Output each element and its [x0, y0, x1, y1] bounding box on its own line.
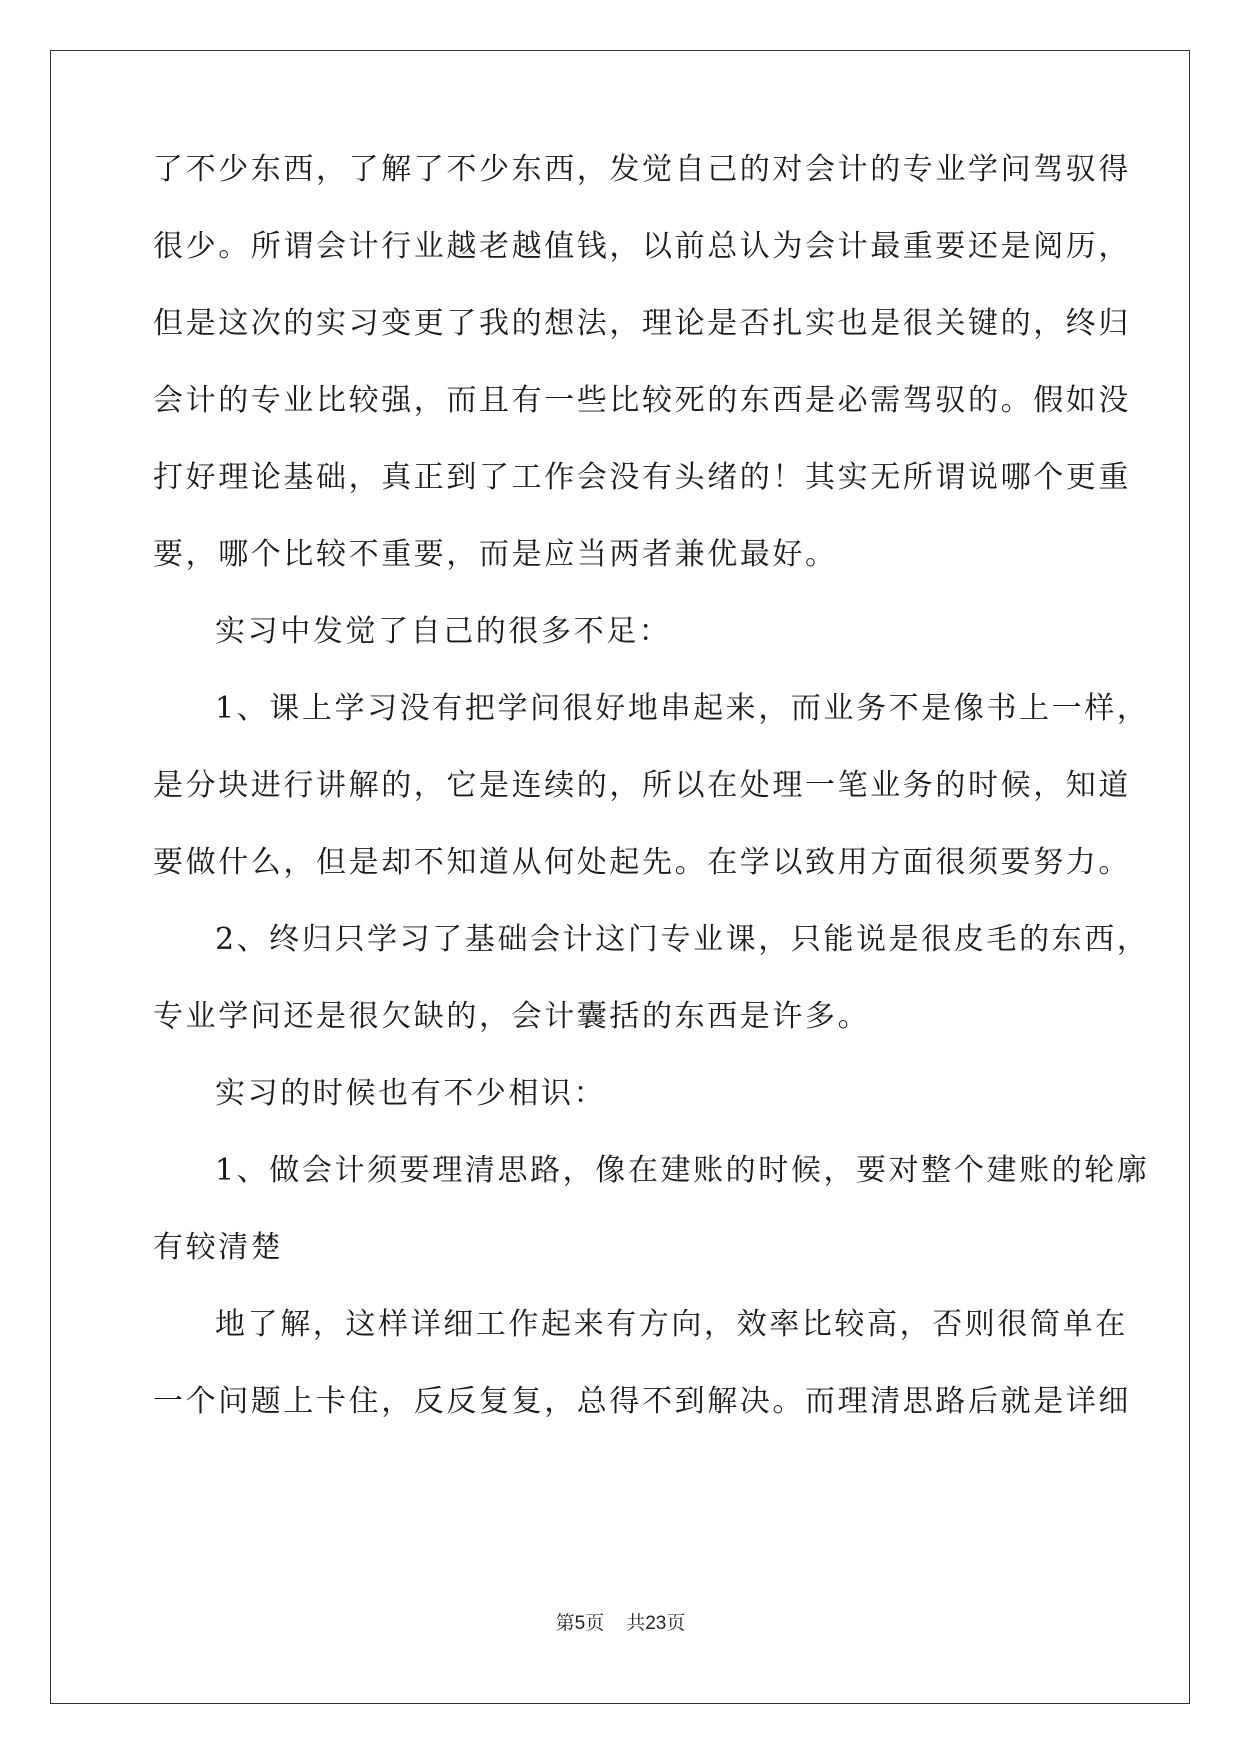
- text-line: 1、做会计须要理清思路，像在建账的时候，要对整个建账的轮廓: [215, 1153, 1150, 1188]
- text-line: 要，哪个比较不重要，而是应当两者兼优最好。: [153, 537, 838, 572]
- page-footer: [0, 1612, 1241, 1636]
- text-line: 一个问题上卡住，反反复复，总得不到解决。而理清思路后就是详细: [153, 1384, 1131, 1419]
- total-pages: 23: [645, 1613, 667, 1634]
- text-line: 要做什么，但是却不知道从何处起先。在学以致用方面很须要努力。: [153, 845, 1131, 880]
- text-line: 会计的专业比较强，而且有一些比较死的东西是必需驾驭的。假如没: [153, 383, 1131, 418]
- text-line: 打好理论基础，真正到了工作会没有头绪的！其实无所谓说哪个更重: [153, 460, 1131, 495]
- text-line: 2、终归只学习了基础会计这门专业课，只能说是很皮毛的东西，: [215, 922, 1150, 957]
- text-line: 是分块进行讲解的，它是连续的，所以在处理一笔业务的时候，知道: [153, 768, 1131, 803]
- text-line: 地了解，这样详细工作起来有方向，效率比较高，否则很简单在: [215, 1307, 1128, 1342]
- page-number: 5: [574, 1613, 586, 1634]
- text-line: 了不少东西，了解了不少东西，发觉自己的对会计的专业学问驾驭得: [153, 152, 1131, 187]
- text-line: 很少。所谓会计行业越老越值钱，以前总认为会计最重要还是阅历，: [153, 229, 1131, 264]
- page-prefix: 第: [555, 1613, 575, 1634]
- paragraph-heading: 实习的时候也有不少相识：: [215, 1076, 607, 1111]
- text-line: 专业学问还是很欠缺的，会计囊括的东西是许多。: [153, 999, 871, 1034]
- text-line: 1、课上学习没有把学问很好地串起来，而业务不是像书上一样，: [215, 691, 1150, 726]
- paragraph-heading: 实习中发觉了自己的很多不足：: [215, 614, 672, 649]
- total-prefix: 共: [626, 1613, 646, 1634]
- page-suffix: 页: [585, 1613, 605, 1634]
- text-line: 有较清楚: [153, 1230, 284, 1265]
- total-suffix: 页: [666, 1613, 686, 1634]
- text-line: 但是这次的实习变更了我的想法，理论是否扎实也是很关键的，终归: [153, 306, 1131, 341]
